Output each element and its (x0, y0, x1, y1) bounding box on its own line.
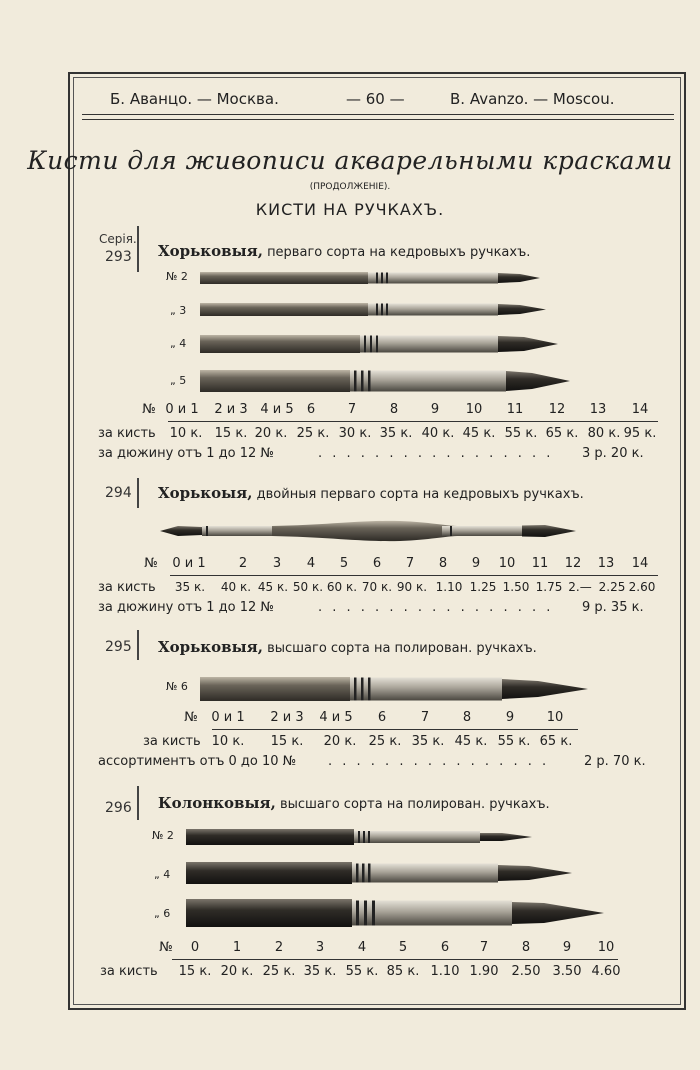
series-293-prices-row (0, 426, 700, 444)
price-cell: 65 к. (545, 426, 579, 441)
brush-294-double-image (160, 517, 578, 545)
page-subtitle: (ПРОДОЛЖЕНІЕ). (309, 182, 391, 192)
series-296-numbers-row (0, 940, 700, 958)
brush-label-2: № 2 (166, 270, 188, 283)
price-cell: 25 к. (368, 734, 402, 749)
number-cell: 2 и 3 (270, 710, 304, 725)
number-cell: 14 (631, 556, 649, 571)
series-295-heading (158, 638, 537, 656)
number-cell: 14 (631, 402, 649, 417)
number-cell: 10 (597, 940, 615, 955)
price-cell: 15 к. (214, 426, 248, 441)
series-293-numbers-rule (168, 421, 658, 422)
price-cell: 90 к. (396, 580, 428, 594)
number-cell: 8 (462, 710, 472, 725)
series-293-dozen-price: 3 р. 20 к. (582, 446, 644, 461)
price-cell: 3.50 (552, 964, 582, 979)
number-cell: 0 и 1 (172, 556, 206, 571)
price-cell: 10 к. (169, 426, 203, 441)
number-cell: 8 (521, 940, 531, 955)
series-294-dozen-price: 9 р. 35 к. (582, 600, 644, 615)
brush-label-6: № 6 (166, 680, 188, 693)
header-rule-2 (82, 119, 674, 120)
number-cell: 4 и 5 (319, 710, 353, 725)
series-294-numbers-rule (170, 575, 658, 576)
series-295-assort-price: 2 р. 70 к. (584, 754, 646, 769)
series-293-bar (137, 226, 139, 272)
series-296-number: 296 (105, 800, 132, 816)
dot-leader: . . . . . . . . . . . . . . . . . (318, 600, 554, 615)
price-cell: 70 к. (361, 580, 393, 594)
series-294-bar (137, 478, 139, 508)
series-294-desc: двойныя перваго сорта на кедровыхъ ручкахъ. (256, 487, 584, 502)
series-294-price-label: за кисть (98, 580, 156, 595)
series-294-prices-row (0, 580, 700, 598)
number-cell: 3 (272, 556, 282, 571)
price-cell: 1.90 (469, 964, 499, 979)
number-cell: 4 и 5 (260, 402, 294, 417)
price-cell: 55 к. (345, 964, 379, 979)
number-cell: 8 (389, 402, 399, 417)
price-cell: 50 к. (292, 580, 324, 594)
price-cell: 2.50 (511, 964, 541, 979)
brush-293-no3-image (198, 299, 548, 321)
price-cell: 45 к. (257, 580, 289, 594)
brush-label-5: „ 5 (170, 374, 187, 387)
number-cell: № (142, 402, 156, 417)
price-cell: 1.50 (502, 580, 530, 594)
series-296-prices-row (0, 964, 700, 982)
price-cell: 85 к. (386, 964, 420, 979)
number-cell: 4 (357, 940, 367, 955)
number-cell: 5 (339, 556, 349, 571)
brush-label-6: „ 6 (154, 907, 171, 920)
dot-leader: . . . . . . . . . . . . . . . . (328, 754, 550, 769)
brush-label-3: „ 3 (170, 304, 187, 317)
header-left: Б. Аванцо. — Москва. (110, 90, 279, 108)
number-cell: 0 (190, 940, 200, 955)
number-cell: 9 (562, 940, 572, 955)
price-cell: 95 к. (623, 426, 657, 441)
series-295-numbers-rule (212, 729, 578, 730)
number-cell: 7 (405, 556, 415, 571)
series-294-numbers-row (0, 556, 700, 574)
brush-295-no6-image (198, 674, 590, 704)
series-293-heading (158, 242, 530, 260)
price-cell: 2.— (568, 580, 592, 594)
number-cell: 0 и 1 (211, 710, 245, 725)
number-cell: 9 (505, 710, 515, 725)
header-rule (82, 114, 674, 115)
number-cell: 10 (498, 556, 516, 571)
number-cell: 0 и 1 (165, 402, 199, 417)
price-cell: 20 к. (254, 426, 288, 441)
number-cell: 1 (232, 940, 242, 955)
number-cell: 10 (546, 710, 564, 725)
series-293-dozen-text: за дюжину отъ 1 до 12 № (98, 446, 274, 461)
series-295-number: 295 (105, 639, 132, 655)
price-cell: 1.10 (435, 580, 463, 594)
number-cell: № (184, 710, 198, 725)
series-295-assort-text: ассортиментъ отъ 0 до 10 № (98, 754, 297, 769)
number-cell: 13 (589, 402, 607, 417)
price-cell: 40 к. (421, 426, 455, 441)
dot-leader: . . . . . . . . . . . . . . . . . (318, 446, 554, 461)
brush-label-4: „ 4 (170, 337, 187, 350)
series-295-desc: высшаго сорта на полирован. ручкахъ. (267, 641, 537, 656)
price-cell: 15 к. (270, 734, 304, 749)
number-cell: № (159, 940, 173, 955)
number-cell: 6 (306, 402, 316, 417)
series-295-prices-row (0, 734, 700, 752)
series-294-name: Хорькоыя, (158, 484, 253, 502)
series-296-numbers-rule (172, 959, 618, 960)
price-cell: 35 к. (379, 426, 413, 441)
page-subheading: КИСТИ НА РУЧКАХЪ. (255, 200, 445, 219)
price-cell: 4.60 (591, 964, 621, 979)
number-cell: 11 (531, 556, 549, 571)
series-293-numbers-row (0, 402, 700, 420)
price-cell: 55 к. (504, 426, 538, 441)
price-cell: 20 к. (323, 734, 357, 749)
series-296-bar (137, 786, 139, 820)
price-cell: 45 к. (462, 426, 496, 441)
price-cell: 45 к. (454, 734, 488, 749)
number-cell: 7 (479, 940, 489, 955)
price-cell: 2.60 (628, 580, 656, 594)
number-cell: 6 (440, 940, 450, 955)
price-cell: 35 к. (411, 734, 445, 749)
number-cell: 12 (548, 402, 566, 417)
number-cell: 9 (430, 402, 440, 417)
price-cell: 80 к. (587, 426, 621, 441)
price-cell: 1.75 (535, 580, 563, 594)
number-cell: 5 (398, 940, 408, 955)
price-cell: 55 к. (497, 734, 531, 749)
number-cell: 12 (564, 556, 582, 571)
price-cell: 1.25 (469, 580, 497, 594)
price-cell: 25 к. (262, 964, 296, 979)
number-cell: 13 (597, 556, 615, 571)
brush-label-4: „ 4 (154, 868, 171, 881)
number-cell: 4 (306, 556, 316, 571)
series-296-price-label: за кисть (100, 964, 158, 979)
series-296-name: Колонковыя, (158, 794, 276, 812)
number-cell: 3 (315, 940, 325, 955)
number-cell: 2 (238, 556, 248, 571)
brush-293-no5-image (198, 368, 572, 394)
price-cell: 15 к. (178, 964, 212, 979)
price-cell: 35 к. (303, 964, 337, 979)
price-cell: 30 к. (338, 426, 372, 441)
series-295-numbers-row (0, 710, 700, 728)
price-cell: 2.25 (598, 580, 626, 594)
number-cell: 7 (347, 402, 357, 417)
price-cell: 65 к. (539, 734, 573, 749)
series-295-bar (137, 630, 139, 660)
number-cell: 7 (420, 710, 430, 725)
brush-293-no4-image (198, 332, 560, 356)
series-label: Серія. (99, 232, 137, 246)
price-cell: 25 к. (296, 426, 330, 441)
series-293-number: 293 (105, 249, 132, 265)
header-right: В. Avanzo. — Moscou. (450, 90, 615, 108)
price-cell: 35 к. (174, 580, 206, 594)
series-294-number: 294 (105, 485, 132, 501)
number-cell: 8 (438, 556, 448, 571)
price-cell: 1.10 (430, 964, 460, 979)
brush-296-no2-image (184, 826, 536, 848)
brush-296-no4-image (184, 860, 576, 886)
number-cell: 2 (274, 940, 284, 955)
number-cell: 11 (506, 402, 524, 417)
price-cell: 10 к. (211, 734, 245, 749)
number-cell: № (144, 556, 158, 571)
series-296-heading (158, 794, 550, 812)
brush-296-no6-image (184, 897, 606, 929)
series-293-desc: перваго сорта на кедровыхъ ручкахъ. (267, 245, 531, 260)
series-295-name: Хорьковыя, (158, 638, 263, 656)
price-cell: 20 к. (220, 964, 254, 979)
page-title: Кисти для живописи акварельными красками (27, 146, 673, 175)
series-294-heading (158, 484, 584, 502)
number-cell: 9 (471, 556, 481, 571)
series-295-price-label: за кисть (143, 734, 201, 749)
number-cell: 6 (377, 710, 387, 725)
price-cell: 40 к. (220, 580, 252, 594)
brush-293-no2-image (198, 268, 548, 288)
price-cell: 60 к. (326, 580, 358, 594)
brush-label-2: № 2 (152, 829, 174, 842)
series-294-dozen-text: за дюжину отъ 1 до 12 № (98, 600, 274, 615)
series-293-name: Хорьковыя, (158, 242, 263, 260)
series-293-price-label: за кисть (98, 426, 156, 441)
number-cell: 2 и 3 (214, 402, 248, 417)
number-cell: 6 (372, 556, 382, 571)
number-cell: 10 (465, 402, 483, 417)
series-296-desc: высшаго сорта на полирован. ручкахъ. (279, 797, 550, 812)
page-number: — 60 — (346, 90, 405, 108)
